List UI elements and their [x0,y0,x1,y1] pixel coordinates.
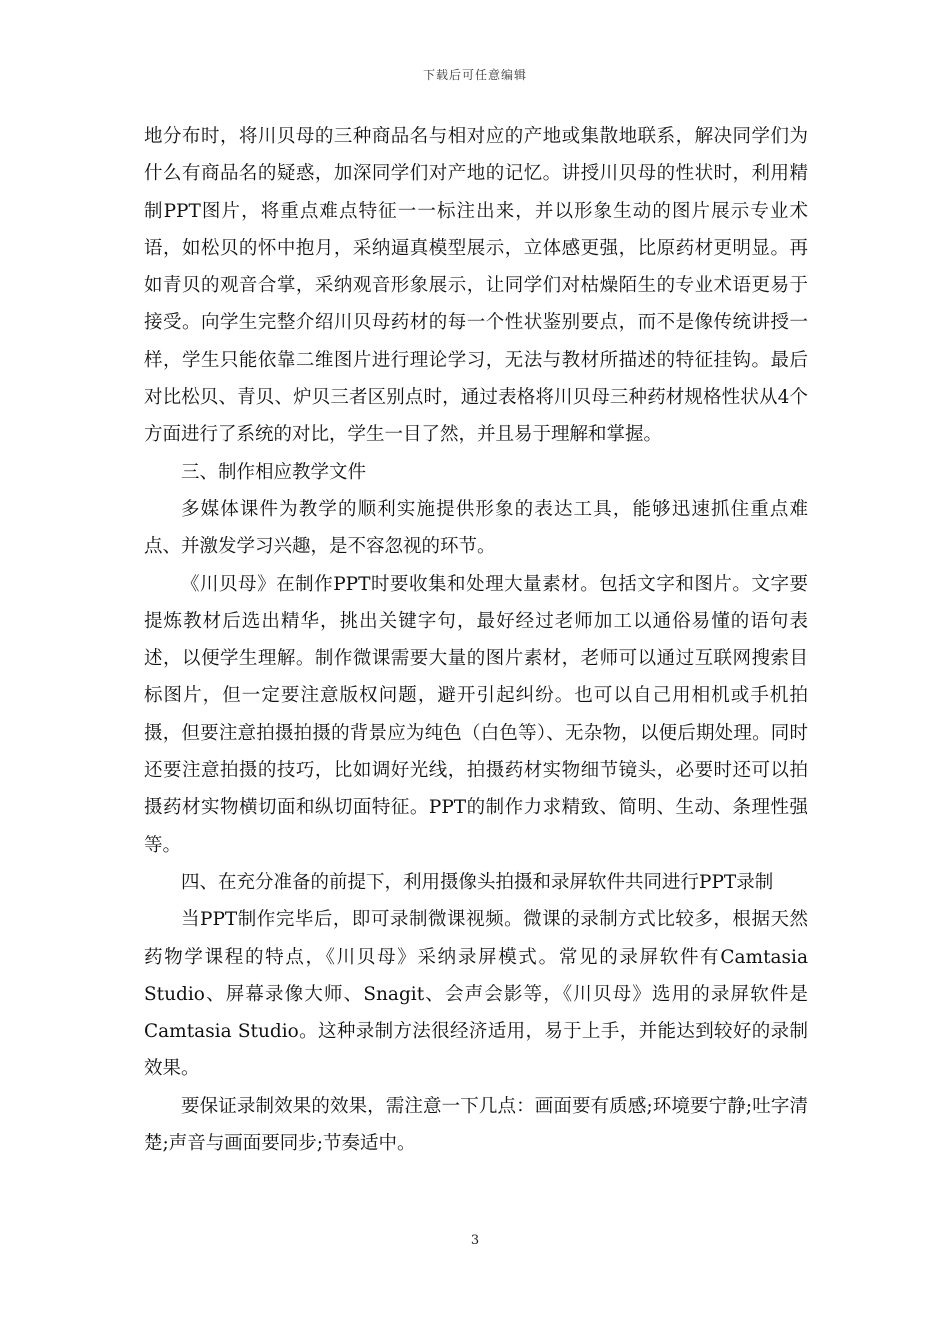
paragraph-continued: 地分布时，将川贝母的三种商品名与相对应的产地或集散地联系，解决同学们为什么有商品名的疑惑，加深同学们对产地的记忆。讲授川贝母的性状时，利用精制PPT图片，将重点难点特征一一标注出来，并以形象生动的图片展示专业术语，如松贝的怀中抱月，采纳逼真模型展示，立体感更强，比原药材更明显。再如青贝的观音合掌，采纳观音形象展示，让同学们对枯燥陌生的专业术语更易于接受。向学生完整介绍川贝母药材的每一个性状鉴别要点，而不是像传统讲授一样，学生只能依靠二维图片进行理论学习，无法与教材所描述的特征挂钩。最后对比松贝、青贝、炉贝三者区别点时，通过表格将川贝母三种药材规格性状从4个方面进行了系统的对比，学生一目了然，并且易于理解和掌握。 [144,126,808,446]
page-number: 3 [470,1233,480,1248]
section-heading-3: 三、制作相应教学文件 [181,461,367,483]
paragraph: 要保证录制效果的效果，需注意一下几点：画面要有质感;环境要宁静;吐字清楚;声音与画面要同步;节奏适中。 [144,1095,808,1155]
section-heading-4: 四、在充分准备的前提下，利用摄像头拍摄和录屏软件共同进行PPT录制 [181,871,774,893]
paragraph: 《川贝母》在制作PPT时要收集和处理大量素材。包括文字和图片。文字要提炼教材后选出精华，挑出关键字句，最好经过老师加工以通俗易懂的语句表述，以便学生理解。制作微课需要大量的图片素材，老师可以通过互联网搜索目标图片，但一定要注意版权问题，避开引起纠纷。也可以自己用相机或手机拍摄，但要注意拍摄拍摄的背景应为纯色（白色等）、无杂物，以便后期处理。同时还要注意拍摄的技巧，比如调好光线，拍摄药材实物细节镜头，必要时还可以拍摄药材实物横切面和纵切面特征。PPT的制作力求精致、简明、生动、条理性强等。 [144,573,808,856]
paragraph: 多媒体课件为教学的顺利实施提供形象的表达工具，能够迅速抓住重点难点、并激发学习兴趣，是不容忽视的环节。 [144,498,808,558]
document-body [144,118,808,1162]
page-header: 下载后可任意编辑 [422,68,527,82]
paragraph: 当PPT制作完毕后，即可录制微课视频。微课的录制方式比较多，根据天然药物学课程的特点，《川贝母》采纳录屏模式。常见的录屏软件有Camtasia Studio、屏幕录像大师、Snagit、会声会影等，《川贝母》选用的录屏软件是Camtasia Studio。这种录制方法很经济适用，易于上手，并能达到较好的录制效果。 [144,909,808,1080]
